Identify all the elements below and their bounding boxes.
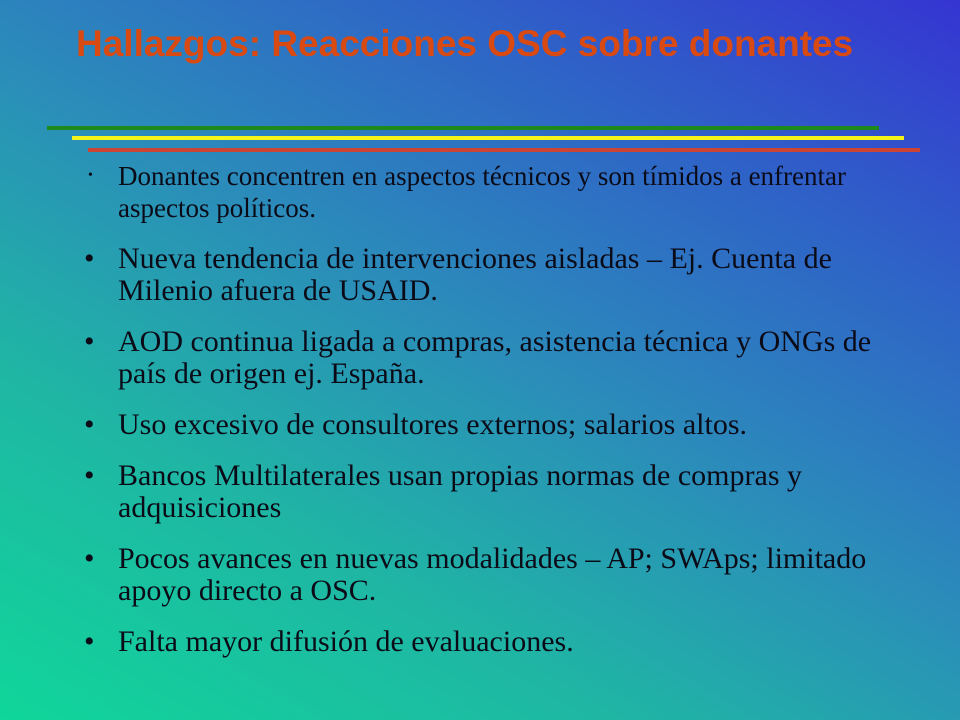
bullet-text: Nueva tendencia de intervenciones aisladas – Ej. Cuenta de Milenio afuera de USAID. <box>118 242 832 307</box>
green-divider-line <box>47 126 879 130</box>
bullet-text: Bancos Multilaterales usan propias normas de compras y adquisiciones <box>118 459 802 524</box>
bullet-text: Donantes concentren en aspectos técnicos y son tímidos a enfrentar aspectos políticos. <box>118 161 846 223</box>
bullet-item <box>0 543 960 607</box>
bullet-text: Uso excesivo de consultores externos; salarios altos. <box>118 408 748 441</box>
bullet-list <box>0 160 960 677</box>
bullet-item <box>0 626 960 658</box>
bullet-item <box>0 409 960 441</box>
bullet-text: Falta mayor difusión de evaluaciones. <box>118 625 574 658</box>
bullet-text: Pocos avances en nuevas modalidades – AP; SWAps; limitado apoyo directo a OSC. <box>118 542 867 607</box>
bullet-item <box>0 326 960 390</box>
bullet-item <box>0 460 960 524</box>
red-divider-line <box>88 148 920 152</box>
bullet-marker-icon: • <box>84 325 95 358</box>
bullet-item <box>0 243 960 307</box>
slide-title: Hallazgos: Reacciones OSC sobre donantes <box>76 23 854 64</box>
bullet-item <box>0 160 960 224</box>
bullet-marker-icon: • <box>84 408 95 441</box>
bullet-marker-icon: • <box>84 625 95 658</box>
yellow-divider-line <box>72 136 904 140</box>
bullet-marker-icon: • <box>84 542 95 575</box>
bullet-text: AOD continua ligada a compras, asistencia técnica y ONGs de país de origen ej. España. <box>118 325 872 390</box>
bullet-marker-icon: • <box>84 459 95 492</box>
bullet-marker-icon: • <box>88 168 93 183</box>
bullet-marker-icon: • <box>84 242 95 275</box>
